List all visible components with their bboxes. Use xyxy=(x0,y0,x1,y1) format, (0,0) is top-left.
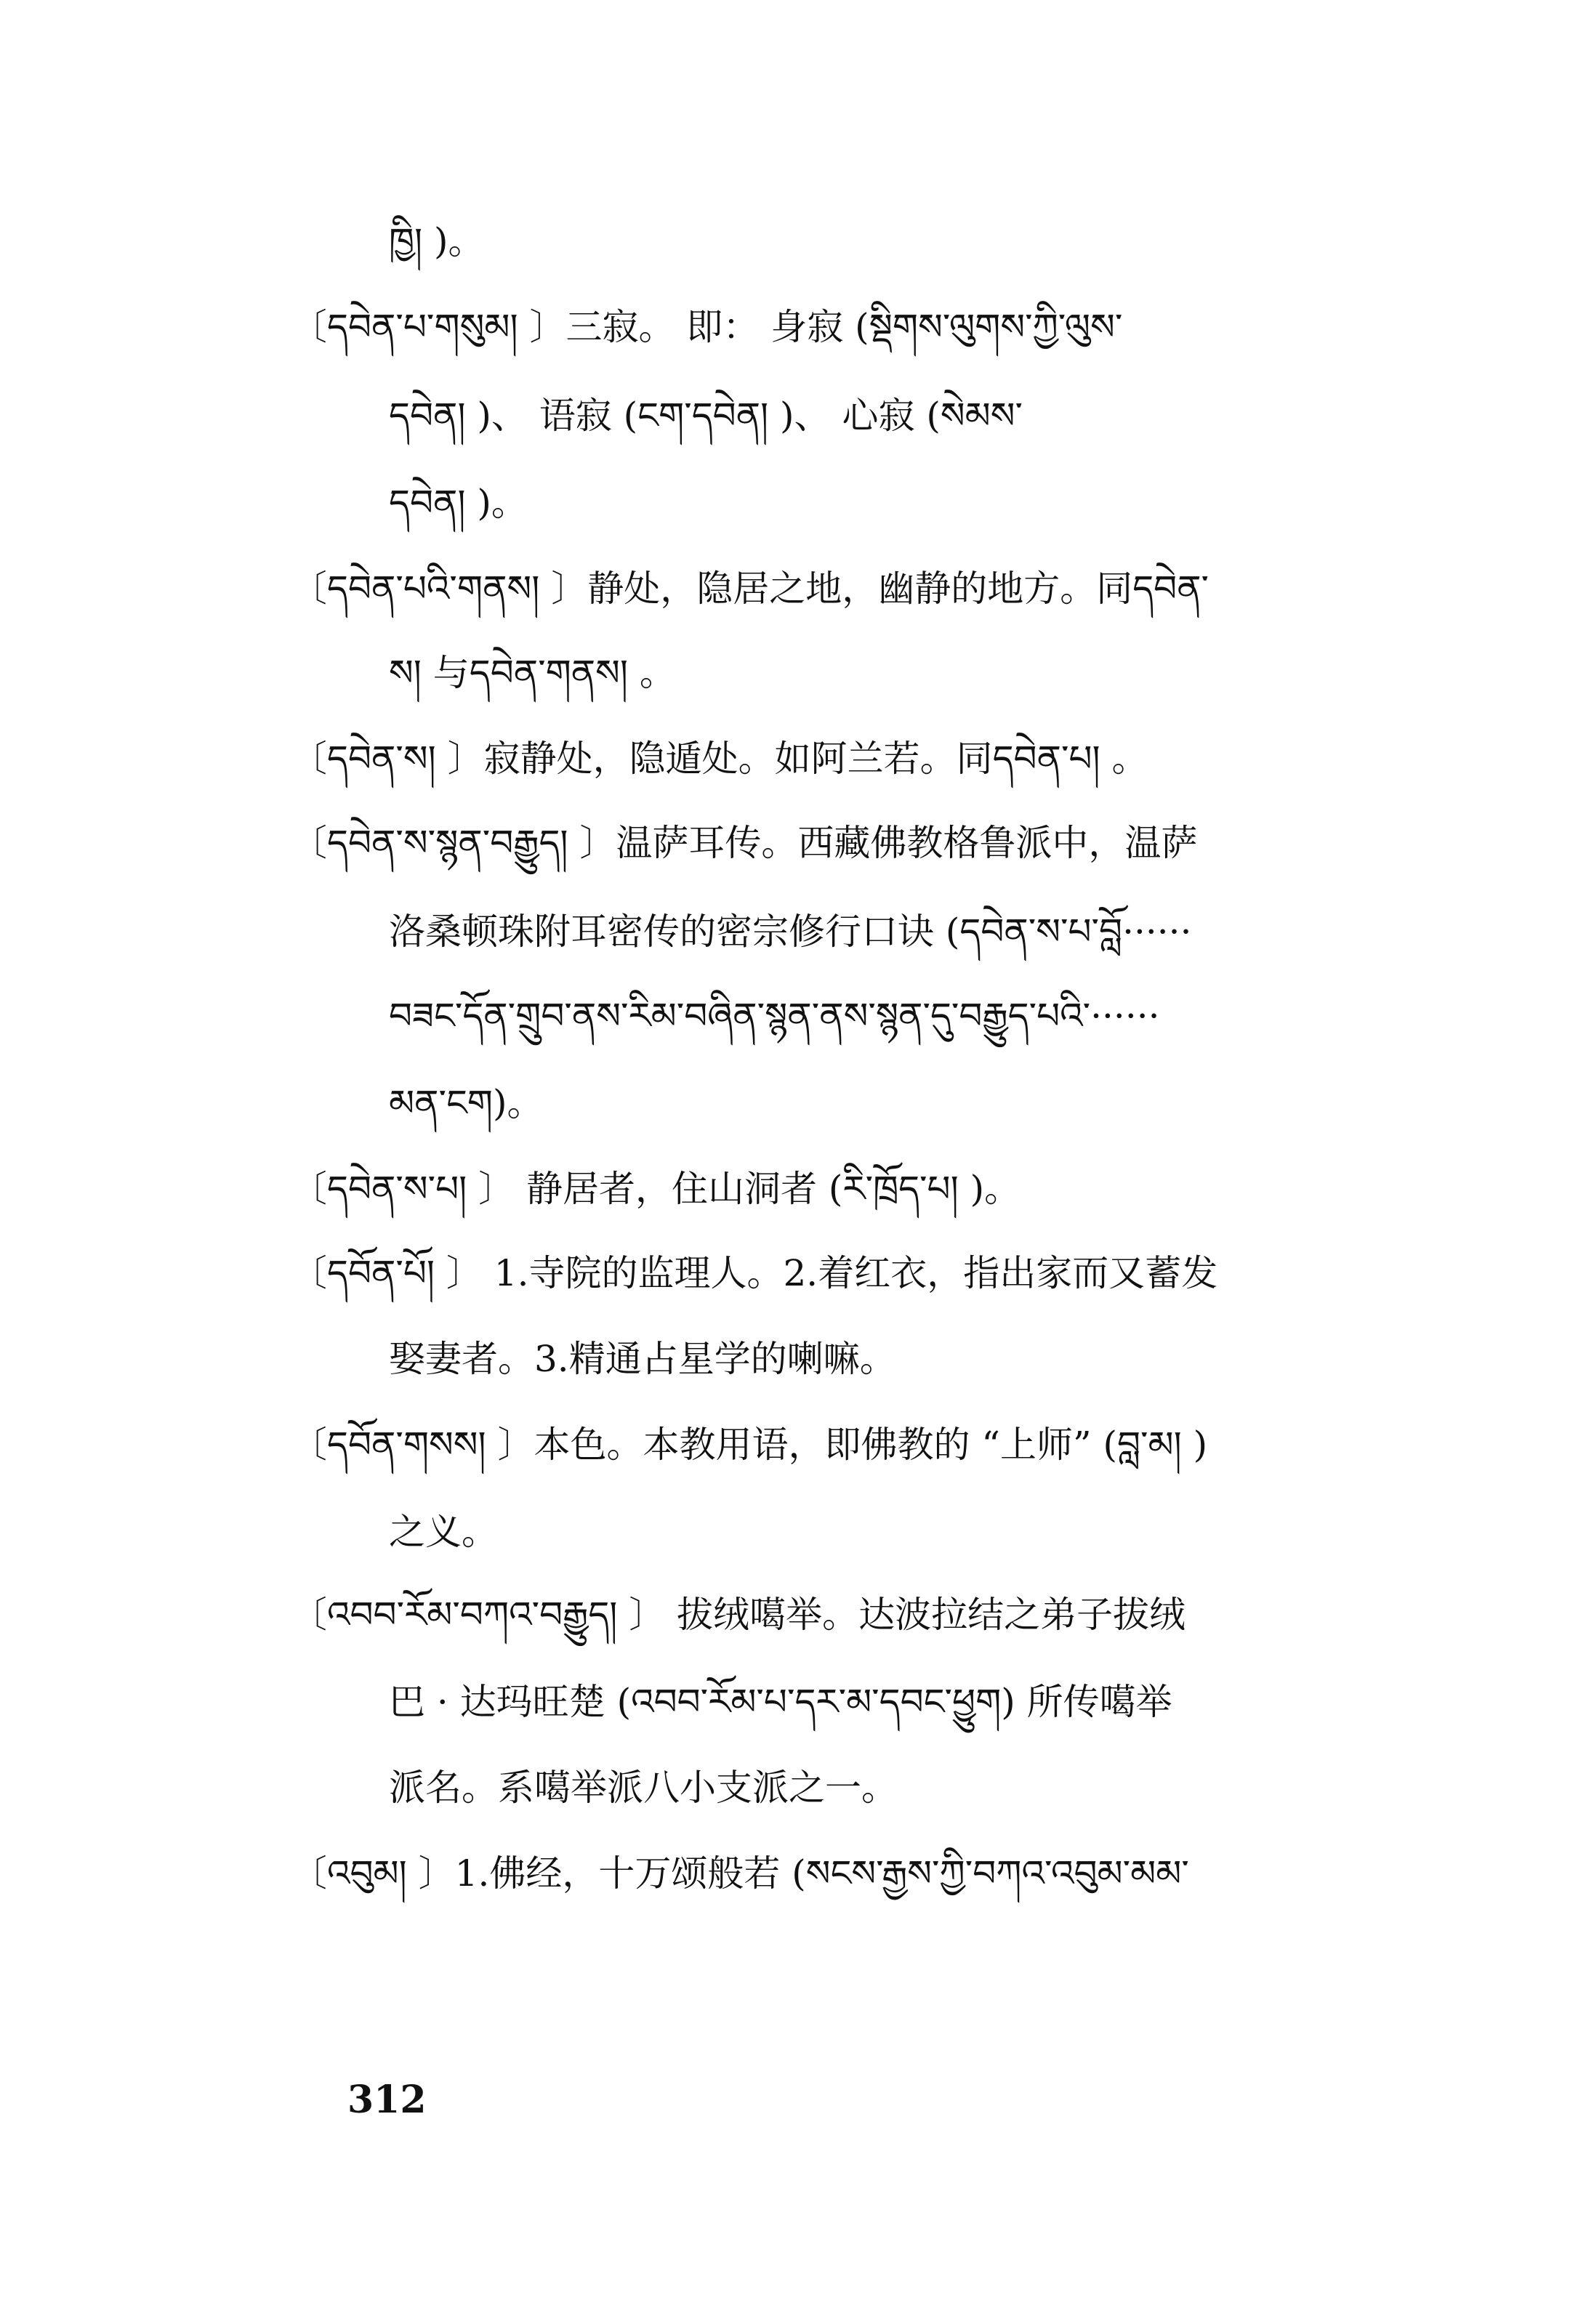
text-line: དབེན། )。 xyxy=(389,482,528,524)
entry-line: 〔དབེན་ས། 〕寂静处，隐遁处。如阿兰若。同དབེན་པ། 。 xyxy=(291,738,1148,780)
entry-line: 〔དབོན་པོ། 〕 1.寺院的监理人。2.着红衣，指出家而又蓄发 xyxy=(291,1252,1218,1294)
text-line: ཁྱི། )。 xyxy=(389,220,485,262)
entry-line: 〔དབེན་ས་སྙན་བརྒྱུད། 〕温萨耳传。西藏佛教格鲁派中，温萨 xyxy=(291,822,1198,864)
text-line: 之义。 xyxy=(389,1511,498,1553)
text-line: དབེན། )、 语寂 (ངག་དབེན། )、 心寂 (སེམས་ xyxy=(389,395,1023,437)
entry-line: 〔དབོན་གསས། 〕本色。本教用语，即佛教的 “上师” (བླ་མ། ) xyxy=(291,1424,1208,1466)
text-line: མན་ངག)。 xyxy=(389,1082,544,1124)
text-line: 派名。系噶举派八小支派之一。 xyxy=(389,1767,898,1809)
entry-line: 〔དབེན་ས་པ། 〕 静居者，住山洞者 (རི་ཁྲོད་པ། )。 xyxy=(291,1168,1021,1210)
entry-line: 〔དབེན་པ་གསུམ། 〕三寂。 即： 身寂 (སྡིགས་ལུགས་ཀྱི་ལུས་ xyxy=(291,306,1123,348)
text-line: ས། 与དབེན་གནས། 。 xyxy=(389,652,676,694)
page-number: 312 xyxy=(347,2078,427,2122)
text-line: 娶妻者。3.精通占星学的喇嘛。 xyxy=(389,1338,896,1380)
entry-line: 〔འབབ་རོམ་བཀའ་བརྒྱུད། 〕 拔绒噶举。达波拉结之弟子拔绒 xyxy=(291,1594,1186,1636)
text-line: 洛桑顿珠附耳密传的密宗修行口诀 (དབེན་ས་པ་བློ······ xyxy=(389,911,1192,953)
text-line: 巴 · 达玛旺楚 (འབབ་རོམ་པ་དར་མ་དབང་ཕྱུག) 所传噶举 xyxy=(389,1681,1172,1723)
entry-line: 〔འབུམ། 〕1.佛经，十万颂般若 (སངས་རྒྱས་ཀྱི་བཀའ་འབུམ་མམ་ xyxy=(291,1852,1189,1895)
entry-line: 〔དབེན་པའི་གནས། 〕静处，隐居之地，幽静的地方。同དབེན་ xyxy=(291,568,1209,610)
text-line: བཟང་དོན་གྲུབ་ནས་རིམ་བཞིན་སྙན་ནས་སྙན་དུ་བརྒྱུད་པའི་······ xyxy=(389,995,1160,1037)
